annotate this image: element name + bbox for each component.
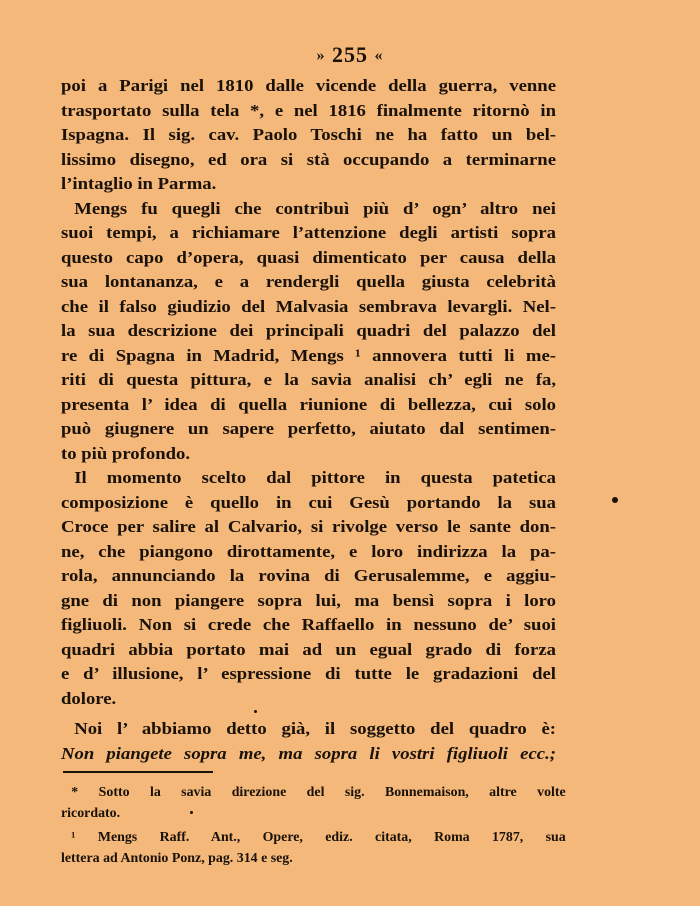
text-line: trasportato sulla tela *, e nel 1816 finalmente ritornò in <box>61 100 556 120</box>
text-line: suoi tempi, a richiamare l’attenzione degli artisti sopra <box>61 223 556 242</box>
text-line: può giugnere un sapere perfetto, aiutato dal sentimen- <box>61 419 556 438</box>
text-line: quadri abbia portato mai ad un egual grado di forza <box>61 639 556 659</box>
text-line: Il momento scelto dal pittore in questa patetica <box>74 468 556 487</box>
text-line: dolore. <box>61 688 117 708</box>
text-line: questo capo d’opera, quasi dimenticato per causa della <box>61 247 556 267</box>
text-line: re di Spagna in Madrid, Mengs ¹ annovera tutti li me- <box>61 345 556 365</box>
footnotes <box>61 782 566 868</box>
text-line: l’intaglio in Parma. <box>61 174 217 193</box>
text-line: ne, che piangono dirottamente, e loro indirizza la pa- <box>61 541 556 561</box>
text-line: rola, annunciando la rovina di Gerusalemme, e aggiu- <box>61 566 556 585</box>
text-line: lissimo disegno, ed ora si stà occupando a terminarne <box>61 149 556 169</box>
body-text <box>61 74 556 766</box>
ink-speck <box>254 710 257 713</box>
quotation-line: Non piangete sopra me, ma sopra li vostri figliuoli ecc.; <box>61 743 556 763</box>
footnote-line: lettera ad Antonio Ponz, pag. 314 e seg. <box>61 849 293 865</box>
text-line: poi a Parigi nel 1810 dalle vicende della guerra, venne <box>61 76 556 95</box>
text-line: composizione è quello in cui Gesù portando la sua <box>61 492 556 512</box>
left-ornament-icon: » <box>316 47 326 64</box>
text-line: riti di questa pittura, e la savia analisi ch’ egli ne fa, <box>61 370 556 389</box>
footnote-line: * Sotto la savia direzione del sig. Bonnemaison, altre volte <box>71 784 566 799</box>
text-line: Mengs fu quegli che contribuì più d’ ogn’ altro nei <box>74 198 556 218</box>
text-line: presenta l’ idea di quella riunione di bellezza, cui solo <box>61 394 556 414</box>
text-line: Ispagna. Il sig. cav. Paolo Toschi ne ha fatto un bel- <box>61 125 556 144</box>
text-line: sua lontananza, e a rendergli quella giusta celebrità <box>61 272 556 291</box>
text-line: Croce per salire al Calvario, si rivolge verso le sante don- <box>61 517 556 536</box>
page-number-header <box>0 42 700 68</box>
page-number: 255 <box>332 42 368 67</box>
footnote-line: ricordato. <box>61 804 121 820</box>
text-line: figliuoli. Non si crede che Raffaello in nessuno de’ suoi <box>61 615 556 634</box>
text-line: e d’ illusione, l’ espressione di tutte le gradazioni del <box>61 664 556 683</box>
ink-speck <box>612 497 618 503</box>
footnote-divider <box>63 771 213 773</box>
right-ornament-icon: « <box>374 47 384 64</box>
text-line: to più profondo. <box>61 443 191 463</box>
text-line: la sua descrizione dei principali quadri del palazzo del <box>61 321 556 340</box>
footnote-line: ¹ Mengs Raff. Ant., Opere, ediz. citata, Roma 1787, sua <box>71 829 566 844</box>
text-line: gne di non piangere sopra lui, ma bensì sopra i loro <box>61 590 556 610</box>
ink-speck <box>190 811 193 814</box>
text-line: che il falso giudizio del Malvasia sembrava levargli. Nel- <box>61 296 556 316</box>
text-line: Noi l’ abbiamo detto già, il soggetto del quadro è: <box>74 719 556 738</box>
